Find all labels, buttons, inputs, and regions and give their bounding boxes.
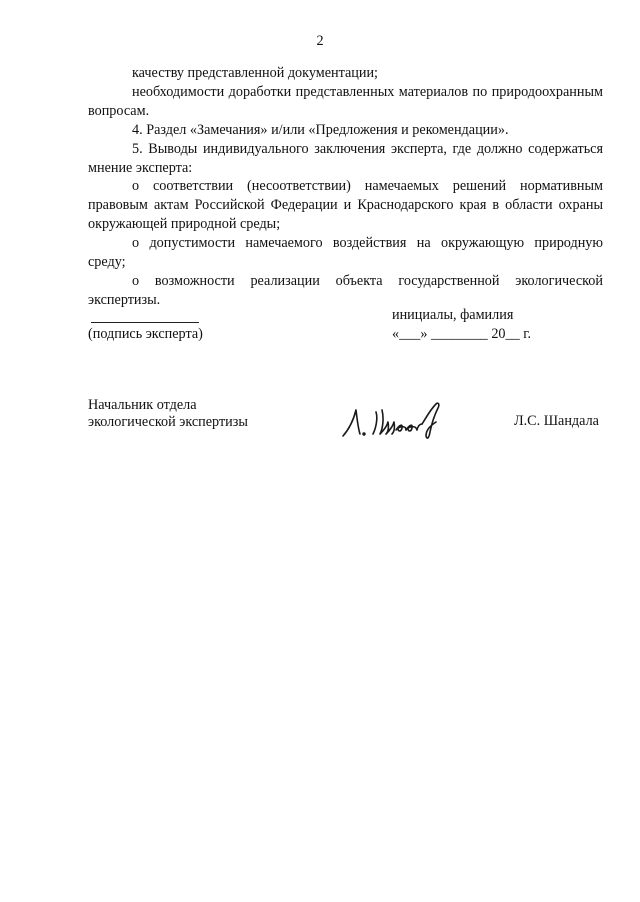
paragraph-documentation-quality: качеству представленной документации; <box>132 65 379 81</box>
paragraph-admissibility: о допустимости намечаемого воздействия на окружающую природную среду; <box>88 235 603 271</box>
paragraph-feasibility: о возможности реализации объекта государственной экологической экспертизы. <box>88 272 603 308</box>
official-name: Л.С. Шандала <box>514 413 599 429</box>
expert-initials-caption: инициалы, фамилия <box>392 307 514 323</box>
paragraph-section-5: 5. Выводы индивидуального заключения эксперта, где должно содержаться мнение эксперта: <box>88 140 603 176</box>
paragraph-section-4: 4. Раздел «Замечания» и/или «Предложения и рекомендации». <box>132 121 509 138</box>
official-position-line2: экологической экспертизы <box>88 414 248 430</box>
paragraph-revision-needed: необходимости доработки представленных материалов по природоохранным вопросам. <box>88 83 603 119</box>
expert-signature-line <box>91 322 199 323</box>
handwritten-signature <box>340 398 452 442</box>
expert-signature-caption: (подпись эксперта) <box>88 326 203 342</box>
document-body <box>88 64 603 310</box>
expert-date-line: «___» ________ 20__ г. <box>392 326 531 342</box>
official-position-line1: Начальник отдела <box>88 397 197 413</box>
paragraph-compliance: о соответствии (несоответствии) намечаемых решений нормативным правовым актам Российской Федерации и Краснодарского края в области охраны окружающей природной среды; <box>88 178 603 233</box>
page-number: 2 <box>316 33 324 49</box>
